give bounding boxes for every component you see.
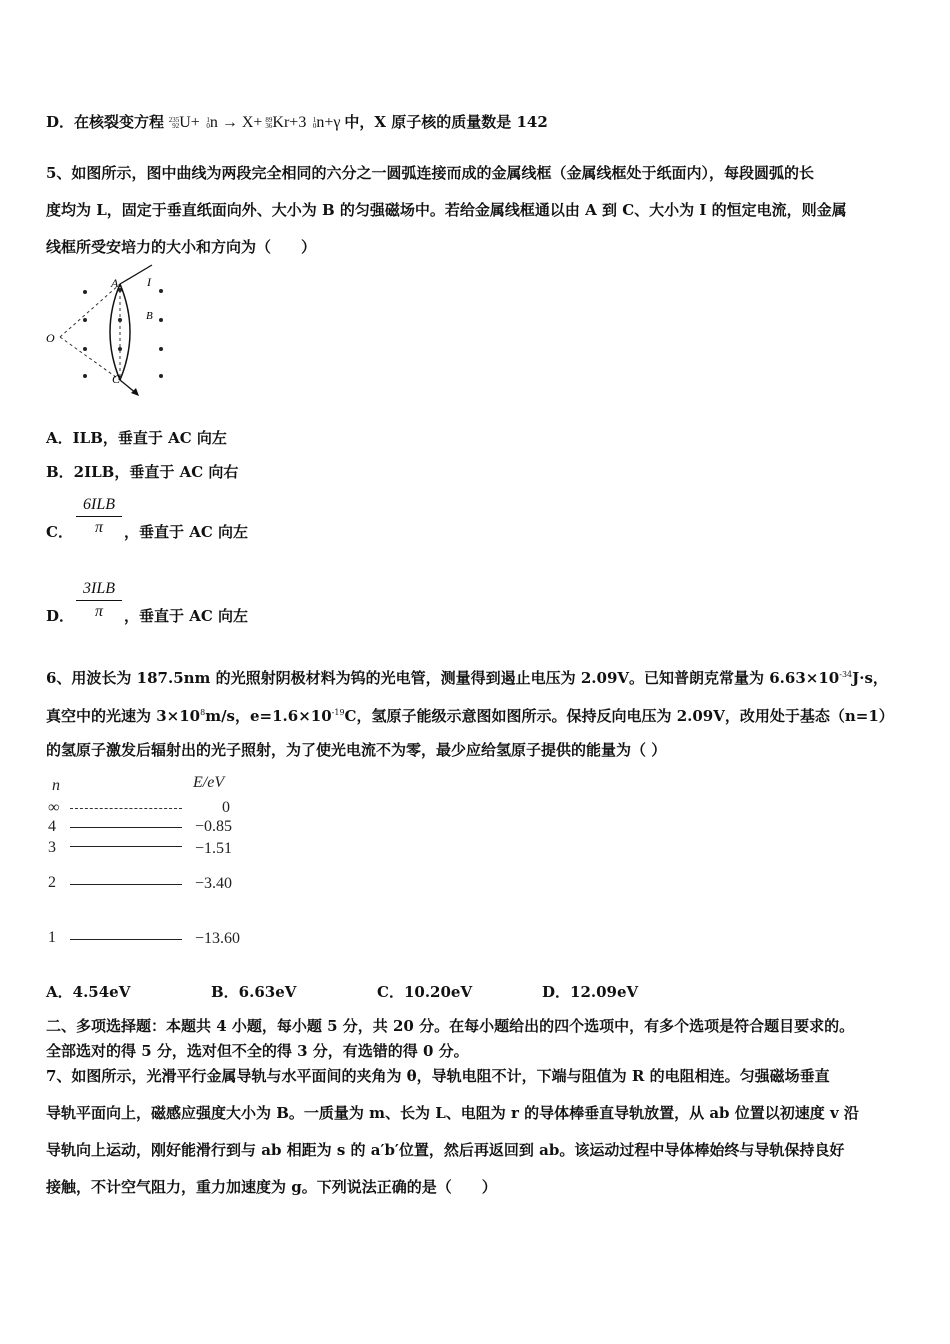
q7-stem-line-1: 7、如图所示，光滑平行金属导轨与水平面间的夹角为 θ，导轨电阻不计，下端与阻值为 R 的电阻相连。匀强磁场垂直 bbox=[46, 1067, 830, 1085]
level-2-n: 2 bbox=[48, 874, 56, 891]
wire-frame-figure bbox=[40, 262, 180, 397]
level-1-line bbox=[70, 939, 182, 940]
level-inf-line bbox=[70, 808, 182, 809]
level-inf-e: 0 bbox=[222, 799, 230, 816]
q6-option-d[interactable]: D．12.09eV bbox=[542, 983, 639, 1001]
diagram-e-header: E/eV bbox=[193, 774, 225, 791]
level-4-line bbox=[70, 827, 182, 828]
q5-stem-line-2: 度均为 L，固定于垂直纸面向外、大小为 B 的匀强磁场中。若给金属线框通以由 A 到 C、大小为 I 的恒定电流，则金属 bbox=[46, 201, 847, 219]
level-3-e: −1.51 bbox=[195, 840, 233, 857]
q6-stem-line-1: 6、用波长为 187.5nm 的光照射阴极材料为钨的光电管，测量得到遏止电压为 2.09V。已知普朗克常量为 $6.63\times 10^{-34}J\cdot s$， bbox=[46, 669, 888, 687]
q5-option-c-label[interactable]: C． bbox=[46, 523, 73, 541]
q5-option-c-fraction: 6ILB π bbox=[76, 496, 122, 537]
level-2-e: −3.40 bbox=[195, 875, 233, 892]
label-c: C bbox=[112, 372, 121, 386]
level-3-n: 3 bbox=[48, 839, 56, 856]
label-i: I bbox=[147, 275, 151, 289]
level-1-e: −13.60 bbox=[195, 930, 241, 947]
q5-option-c-text: ，垂直于 AC 向左 bbox=[124, 523, 249, 541]
level-4-n: 4 bbox=[48, 818, 56, 835]
q7-stem-line-2: 导轨平面向上，磁感应强度大小为 B。一质量为 m、长为 L、电阻为 r 的导体棒垂直导轨放置，从 ab 位置以初速度 v 沿 bbox=[46, 1104, 859, 1122]
diagram-n-header: n bbox=[52, 777, 60, 794]
section2-heading-line-2: 全部选对的得 5 分，选对但不全的得 3 分，有选错的得 0 分。 bbox=[46, 1042, 469, 1060]
q5-stem-line-3: 线框所受安培力的大小和方向为（ ） bbox=[46, 238, 317, 256]
level-3-line bbox=[70, 846, 182, 847]
label-a: A bbox=[111, 276, 119, 290]
q5-option-d-fraction: 3ILB π bbox=[76, 580, 122, 621]
q5-stem-line-1: 5、如图所示，图中曲线为两段完全相同的六分之一圆弧连接而成的金属线框（金属线框处于纸面内），每段圆弧的长 bbox=[46, 164, 814, 182]
q6-stem-line-3: 的氢原子激发后辐射出的光子照射，为了使光电流不为零，最少应给氢原子提供的能量为（ ） bbox=[46, 741, 667, 759]
q4-option-d-prefix: D．在核裂变方程 bbox=[46, 113, 165, 131]
q6-option-b[interactable]: B．6.63eV bbox=[211, 983, 297, 1001]
q5-option-d-label[interactable]: D． bbox=[46, 607, 75, 625]
fission-equation: 235 92 U+ 1 0 n → X+ 89 36 Kr+3 1 0 n+γ bbox=[168, 114, 341, 131]
q7-stem-line-3: 导轨向上运动，刚好能滑行到与 ab 相距为 s 的 a′b′位置，然后再返回到 ab。该运动过程中导体棒始终与导轨保持良好 bbox=[46, 1141, 845, 1159]
level-4-e: −0.85 bbox=[195, 818, 233, 835]
level-inf-n: ∞ bbox=[48, 799, 60, 816]
q7-stem-line-4: 接触，不计空气阻力，重力加速度为 g。下列说法正确的是（ ） bbox=[46, 1178, 497, 1196]
q6-stem-line-2: 真空中的光速为 $3\times 10^8m/s$，$e=1.6\times 10^{-19}C$，氢原子能级示意图如图所示。保持反向电压为 2.09V，改用处于基态（n=1） bbox=[46, 707, 894, 725]
q6-option-a[interactable]: A．4.54eV bbox=[46, 983, 131, 1001]
q5-option-a[interactable]: A．ILB，垂直于 AC 向左 bbox=[46, 429, 227, 447]
q5-option-d-text: ，垂直于 AC 向左 bbox=[124, 607, 249, 625]
q4-option-d-suffix: 中，X 原子核的质量数是 142 bbox=[344, 113, 548, 131]
level-1-n: 1 bbox=[48, 929, 56, 946]
label-b: B bbox=[146, 310, 153, 322]
q4-option-d bbox=[46, 112, 548, 134]
section2-heading-line-1: 二、多项选择题：本题共 4 小题，每小题 5 分，共 20 分。在每小题给出的四个选项中，有多个选项是符合题目要求的。 bbox=[46, 1017, 855, 1035]
q5-option-b[interactable]: B．2ILB，垂直于 AC 向右 bbox=[46, 463, 239, 481]
label-o: O bbox=[46, 331, 55, 345]
level-2-line bbox=[70, 884, 182, 885]
q6-option-c[interactable]: C．10.20eV bbox=[377, 983, 473, 1001]
